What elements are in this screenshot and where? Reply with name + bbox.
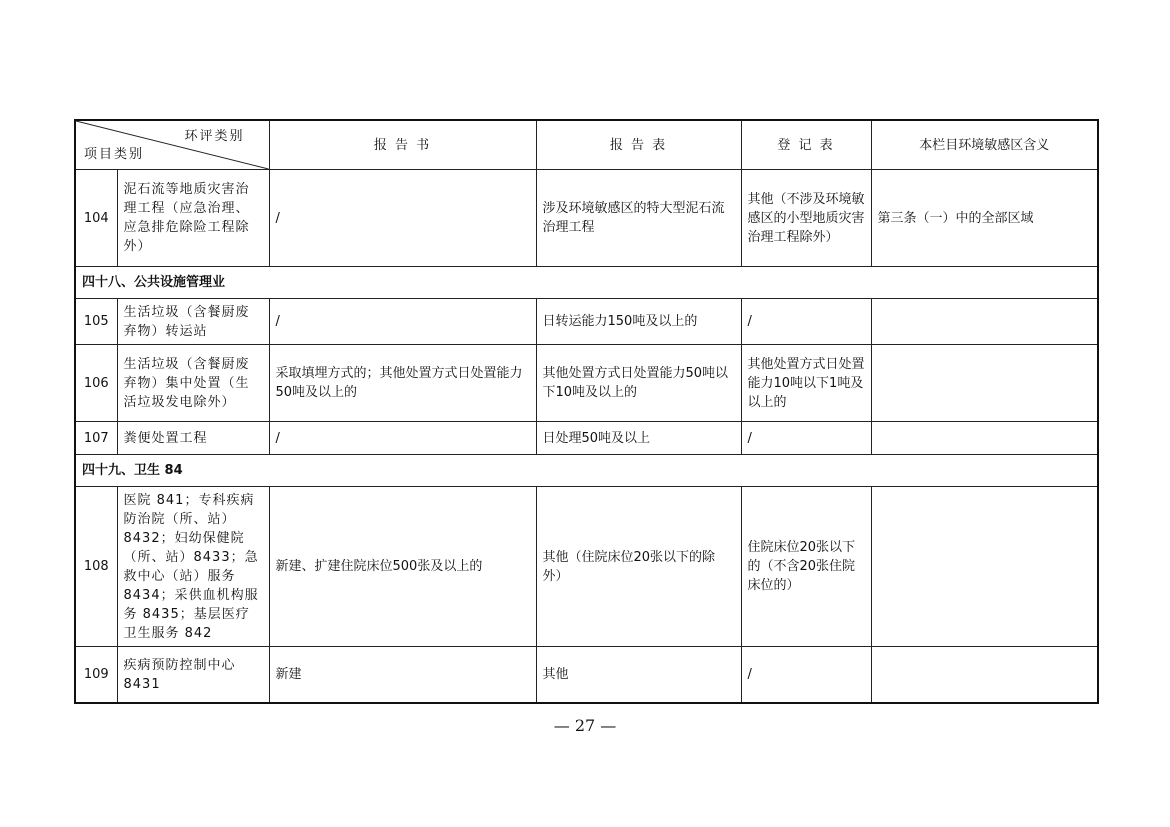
report-book-cell: 采取填埋方式的；其他处置方式日处置能力50吨及以上的 [269, 345, 536, 422]
project-category: 粪便处置工程 [117, 422, 269, 455]
registration-cell: / [741, 299, 871, 345]
row-number: 108 [75, 487, 117, 647]
sensitive-area-cell [871, 345, 1098, 422]
header-row [75, 120, 1098, 170]
column-header-report-form: 报 告 表 [536, 120, 741, 170]
corner-bottom-label: 项目类别 [84, 147, 145, 162]
column-header-report-book: 报 告 书 [269, 120, 536, 170]
report-form-cell: 涉及环境敏感区的特大型泥石流治理工程 [536, 170, 741, 267]
section-heading-health: 四十九、卫生 84 [75, 455, 1098, 487]
project-category: 泥石流等地质灾害治理工程（应急治理、应急排危除险工程除外） [117, 170, 269, 267]
environmental-impact-catalog-table [74, 119, 1099, 704]
sensitive-area-cell [871, 422, 1098, 455]
table-row [75, 647, 1098, 704]
project-category: 疾病预防控制中心 8431 [117, 647, 269, 704]
row-number: 109 [75, 647, 117, 704]
project-category: 生活垃圾（含餐厨废弃物）集中处置（生活垃圾发电除外） [117, 345, 269, 422]
report-book-cell: 新建、扩建住院床位500张及以上的 [269, 487, 536, 647]
report-book-cell: / [269, 422, 536, 455]
table-row [75, 345, 1098, 422]
sensitive-area-cell: 第三条（一）中的全部区域 [871, 170, 1098, 267]
report-form-cell: 其他 [536, 647, 741, 704]
registration-cell: 其他处置方式日处置能力10吨以下1吨及以上的 [741, 345, 871, 422]
row-number: 104 [75, 170, 117, 267]
column-header-sensitive-area: 本栏目环境敏感区含义 [871, 120, 1098, 170]
column-header-registration: 登 记 表 [741, 120, 871, 170]
registration-cell: / [741, 647, 871, 704]
sensitive-area-cell [871, 299, 1098, 345]
registration-cell: 住院床位20张以下的（不含20张住院床位的） [741, 487, 871, 647]
row-number: 105 [75, 299, 117, 345]
page-number: — 27 — [553, 716, 617, 735]
report-book-cell: / [269, 299, 536, 345]
sensitive-area-cell [871, 647, 1098, 704]
table-row [75, 299, 1098, 345]
table-row [75, 170, 1098, 267]
table-row [75, 487, 1098, 647]
project-category: 生活垃圾（含餐厨废弃物）转运站 [117, 299, 269, 345]
report-book-cell: 新建 [269, 647, 536, 704]
report-form-cell: 其他处置方式日处置能力50吨以下10吨及以上的 [536, 345, 741, 422]
corner-header-cell [75, 120, 269, 170]
sensitive-area-cell [871, 487, 1098, 647]
registration-cell: / [741, 422, 871, 455]
report-form-cell: 日转运能力150吨及以上的 [536, 299, 741, 345]
report-form-cell: 其他（住院床位20张以下的除外） [536, 487, 741, 647]
report-book-cell: / [269, 170, 536, 267]
project-category: 医院 841；专科疾病防治院（所、站）8432；妇幼保健院（所、站）8433；急救中心（站）服务 8434；采供血机构服务 8435；基层医疗卫生服务 842 [117, 487, 269, 647]
row-number: 107 [75, 422, 117, 455]
table-row [75, 422, 1098, 455]
report-form-cell: 日处理50吨及以上 [536, 422, 741, 455]
section-row [75, 267, 1098, 299]
registration-cell: 其他（不涉及环境敏感区的小型地质灾害治理工程除外） [741, 170, 871, 267]
section-heading-public-facilities: 四十八、公共设施管理业 [75, 267, 1098, 299]
section-row [75, 455, 1098, 487]
row-number: 106 [75, 345, 117, 422]
corner-top-label: 环评类别 [184, 129, 245, 144]
